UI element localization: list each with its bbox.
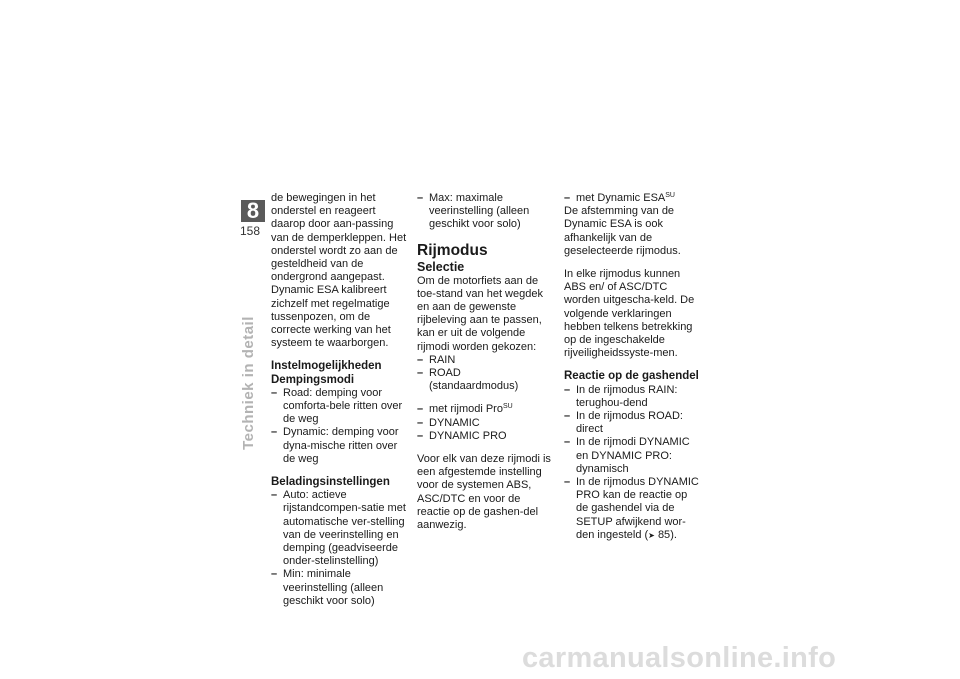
option-label: met Dynamic ESA — [576, 192, 666, 204]
vertical-chapter-title — [240, 316, 258, 450]
list-item-text-end: ). — [670, 528, 677, 541]
text-column-2 — [417, 192, 553, 532]
paragraph: Voor elk van deze rijmodi is een afgestemde instelling voor de systemen ABS, ASC/DTC en voor de reactie op de gashen-del aanwezig. — [417, 453, 551, 532]
load-list — [271, 489, 407, 608]
paragraph: Dynamic ESA kalibreert zichzelf met regelmatige tussenpozen, om de correcte werking van het systeem te waarborgen. — [271, 284, 391, 350]
esa-option-list — [564, 192, 700, 205]
damping-list — [271, 387, 407, 466]
vertical-chapter-title-text: Techniek in detail — [240, 316, 257, 450]
modes-standard-list — [417, 354, 553, 394]
list-item: – RAIN — [417, 354, 553, 367]
subsection-heading: Beladingsinstellingen — [271, 476, 390, 489]
list-item — [564, 476, 700, 542]
watermark: carmanualsonline.info — [522, 642, 837, 674]
list-item: – In de rijmodi DYNAMIC en DYNAMIC PRO: dynamisch — [564, 436, 700, 476]
throttle-response-list — [564, 384, 700, 542]
list-item: – DYNAMIC — [417, 417, 553, 430]
list-item: – Road: demping voor comforta-bele ritten over de weg — [271, 387, 407, 427]
list-item: – In de rijmodus RAIN: terughou-dend — [564, 384, 700, 410]
paragraph: De afstemming van de Dynamic ESA is ook afhankelijk van de geselecteerde rijmodus. — [564, 205, 681, 257]
list-item: – Max: maximale veerinstelling (alleen geschikt voor solo) — [417, 192, 553, 232]
option-code: SU — [502, 403, 513, 411]
list-item: – Auto: actieve rijstandcompen-satie met automatische ver-stelling van de veerinstelling en demping (geadviseerde onder-stelinstelling) — [271, 489, 407, 568]
list-item: – Dynamic: demping voor dyna-mische ritten over de weg — [271, 426, 407, 466]
list-item: – In de rijmodus ROAD: direct — [564, 410, 700, 436]
chapter-section-title: Rijmodus — [417, 241, 488, 259]
list-item — [417, 403, 553, 416]
paragraph: In elke rijmodus kunnen ABS en/ of ASC/DTC worden uitgescha-keld. De volgende verklaringen hebben telkens betrekking op de ingeschakelde rijveiligheidssyste-men. — [564, 268, 695, 360]
list-item: – DYNAMIC PRO — [417, 430, 553, 443]
option-code: SU — [665, 192, 675, 199]
list-item: – ROAD (standaardmodus) — [417, 367, 553, 393]
chapter-number-badge: 8 — [241, 200, 265, 222]
paragraph: Om de motorfiets aan de toe-stand van het wegdek en aan de gewenste rijbeleving aan te passen, kan er uit de volgende rijmodi worden gekozen: — [417, 274, 543, 353]
text-column-3 — [564, 192, 700, 542]
option-label: met rijmodi Pro — [429, 403, 503, 416]
text-column-1 — [271, 192, 407, 608]
section-heading: Instelmogelijkheden — [271, 360, 382, 373]
page-reference-arrow-icon: ➤ — [648, 530, 655, 540]
list-item: – Min: minimale veerinstelling (alleen geschikt voor solo) — [271, 568, 407, 608]
page-reference[interactable]: 85 — [657, 528, 671, 541]
subsection-heading: Dempingsmodi — [271, 373, 355, 386]
page-number: 158 — [240, 224, 261, 238]
list-item — [564, 192, 700, 205]
section-heading: Reactie op de gashendel — [564, 370, 699, 383]
paragraph: de bewegingen in het onderstel en reageert daarop door aan-passing van de demperkleppen. Het onderstel wordt zo aan de gesteldheid van de ondergrond aangepast. — [271, 192, 407, 284]
section-subtitle: Selectie — [417, 259, 465, 274]
load-list-continued — [417, 192, 553, 232]
modes-pro-list — [417, 403, 553, 443]
list-item-text: In de rijmodus DYNAMIC PRO kan de reactie op de gashendel via de SETUP afwijkend wor-den ingesteld ( — [576, 476, 699, 541]
